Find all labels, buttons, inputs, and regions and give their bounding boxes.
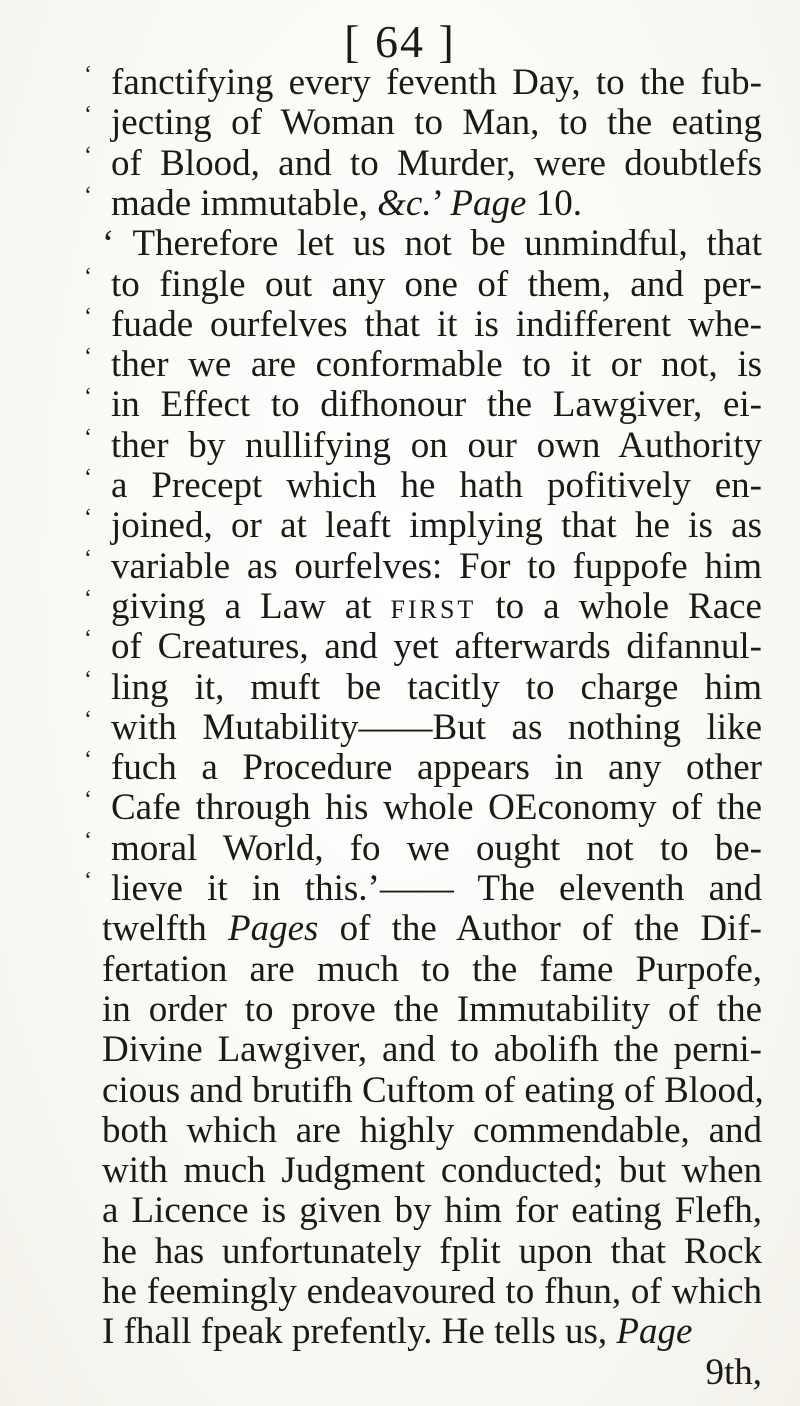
quote-mark: ‘ [84,102,92,129]
page-number-header: [ 64 ] [344,16,456,67]
line-text: of Creatures, and yet afterwards difannul- [111,626,762,668]
line-text: he feemingly endeavoured to fhun, of which [102,1271,762,1312]
line-text: moral World, fo we ought not to be- [111,827,762,869]
quote-mark: ‘ [84,545,92,572]
line-text: fertation are much to the fame Purpofe, [102,948,762,990]
quote-mark: ‘ [84,62,92,88]
quote-mark: ‘ [84,868,92,894]
segment: 10. [526,182,582,224]
quote-mark: ‘ [84,505,92,532]
line-text: ling it, muft be tacitly to charge him [111,666,762,708]
quote-mark: ‘ [84,465,92,491]
line-text: cious and brutifh Cuftom of eating of Blood, [102,1069,764,1111]
line-text: to fingle out any one of them, and per- [111,263,762,305]
quote-mark: ‘ [84,787,92,814]
quote-mark: ‘ [84,263,92,290]
segment-italic: &c. [377,182,432,224]
quote-mark: ‘ [84,424,92,451]
line-text: variable as ourfelves: For to fuppofe him [111,545,762,587]
line-text [102,906,762,952]
segment: ’ [431,182,451,224]
segment-italic: Page [616,1311,693,1353]
segment-smallcaps: FIRST [390,594,477,624]
line-text [102,1309,762,1355]
quote-mark: ‘ [84,585,92,612]
line-text: ther by nullifying on our own Authority [111,424,762,466]
line-text: with Mutability——But as nothing like [111,706,762,748]
quote-mark: ‘ [84,142,92,169]
segment: giving a Law at [111,585,391,627]
line-text: Cafe through his whole OEconomy of the [111,787,762,829]
quote-mark: ‘ [84,827,92,854]
line-text: lieve it in this.’—— The eleventh and [111,868,762,909]
line-text: a Precept which he hath pofitively en- [111,465,762,506]
line-text: both which are highly commendable, and [102,1109,762,1151]
line-text: Divine Lawgiver, and to abolifh the perni- [102,1029,762,1071]
line-text: 9th, [705,1351,762,1393]
line-text: fuade ourfelves that it is indifferent whe- [111,303,762,345]
segment-italic: Pages [227,908,319,950]
quote-mark: ‘ [84,303,92,330]
line-text [111,181,762,227]
line-text: a Licence is given by him for eating Flefh, [102,1190,762,1232]
segment: to a whole Race [476,585,762,627]
segment: I fhall fpeak prefently. He tells us, [102,1311,617,1353]
line-text: in Effect to difhonour the Lawgiver, ei- [111,384,762,426]
quote-mark: ‘ [84,706,92,733]
quote-mark: ‘ [84,344,92,371]
line-text: ther we are conformable to it or not, is [111,344,762,386]
quote-mark: ‘ [84,666,92,693]
line-text: joined, or at leaft implying that he is as [111,505,762,547]
line-text: with much Judgment conducted; but when [102,1150,762,1192]
line-text: fuch a Procedure appears in any other [111,747,762,789]
line-text: ‘ Therefore let us not be unmindful, that [102,223,762,265]
segment: twelfth [102,908,228,950]
quote-mark: ‘ [84,747,92,774]
line-text: fanctifying every feventh Day, to the fub- [111,62,762,103]
segment: made immutable, [111,182,378,224]
line-text: jecting of Woman to Man, to the eating [111,102,762,144]
line-text: he has unfortunately fplit upon that Rock [102,1230,762,1272]
line-text: in order to prove the Immutability of the [102,988,762,1030]
quote-mark: ‘ [84,182,92,209]
quote-mark: ‘ [84,626,92,653]
segment-italic: Page [450,182,527,224]
segment: of the Author of the Dif- [318,908,762,950]
line-text: of Blood, and to Murder, were doubtlefs [111,142,762,184]
quote-mark: ‘ [84,384,92,411]
